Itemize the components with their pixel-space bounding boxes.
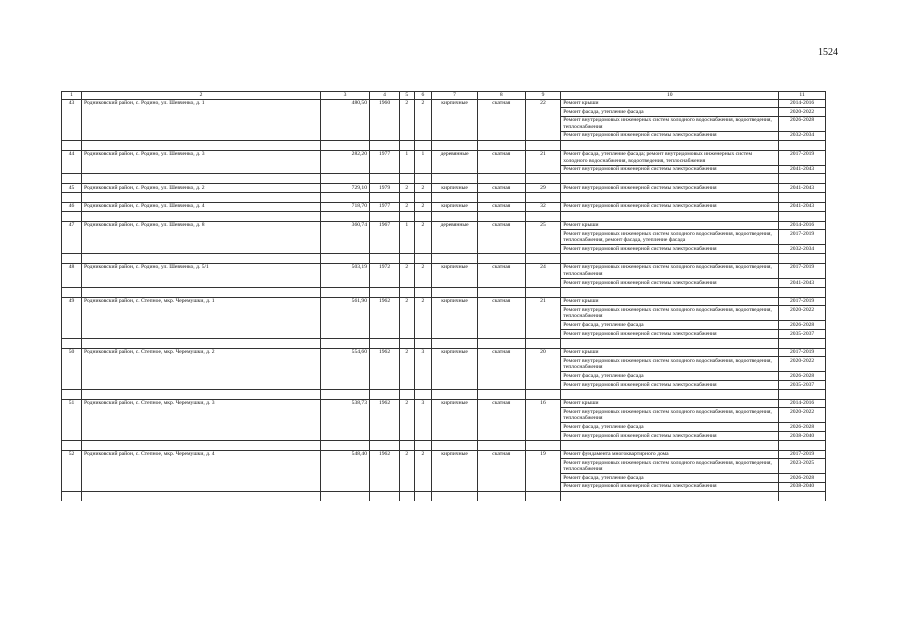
spacer-cell — [370, 491, 400, 501]
entrances-cell: 2 — [414, 99, 432, 140]
spacer-cell — [82, 174, 321, 184]
spacer-cell — [779, 174, 826, 184]
work-type-cell: Ремонт внутридомовой инженерной системы электроснабжения — [561, 245, 779, 254]
spacer-cell — [414, 211, 432, 221]
work-type-cell: Ремонт внутридомовой инженерной системы электроснабжения — [561, 482, 779, 491]
work-type-cell: Ремонт фасада, утепление фасада — [561, 423, 779, 432]
entrances-cell: 2 — [414, 184, 432, 193]
address-cell: Родниковский район, с. Степное, мкр. Черемушки, д. 3 — [82, 399, 321, 440]
row-number: 45 — [62, 184, 82, 193]
spacer-cell — [432, 287, 478, 297]
col-header: 2 — [82, 92, 321, 100]
row-spacer — [62, 140, 826, 150]
spacer-cell — [82, 211, 321, 221]
col-header: 7 — [432, 92, 478, 100]
area-cell: 548,40 — [321, 450, 370, 491]
spacer-cell — [432, 192, 478, 202]
roof-type-cell: скатная — [477, 221, 525, 253]
spacer-cell — [477, 389, 525, 399]
spacer-cell — [62, 192, 82, 202]
spacer-cell — [779, 338, 826, 348]
roof-type-cell: скатная — [477, 202, 525, 211]
spacer-cell — [525, 389, 561, 399]
work-period-cell: 2041-2043 — [779, 184, 826, 193]
work-type-cell: Ремонт крыши — [561, 221, 779, 230]
spacer-cell — [477, 140, 525, 150]
work-period-cell: 2026-2028 — [779, 474, 826, 483]
table-row — [62, 297, 826, 306]
spacer-cell — [321, 389, 370, 399]
work-type-cell: Ремонт фундамента многоквартирного дома — [561, 450, 779, 459]
work-period-cell: 2017-2019 — [779, 150, 826, 165]
spacer-cell — [432, 338, 478, 348]
wall-material-cell: деревянные — [432, 150, 478, 174]
area-cell: 538,73 — [321, 399, 370, 440]
entrances-cell: 2 — [414, 297, 432, 338]
spacer-cell — [561, 140, 779, 150]
spacer-cell — [400, 338, 414, 348]
spacer-cell — [400, 140, 414, 150]
spacer-cell — [561, 440, 779, 450]
work-period-cell: 2032-2034 — [779, 131, 826, 140]
floors-cell: 2 — [400, 263, 414, 287]
work-period-cell: 2038-2040 — [779, 482, 826, 491]
spacer-cell — [62, 211, 82, 221]
spacer-cell — [370, 253, 400, 263]
work-period-cell: 2035-2037 — [779, 330, 826, 339]
work-period-cell: 2017-2019 — [779, 348, 826, 357]
spacer-cell — [62, 389, 82, 399]
row-number: 50 — [62, 348, 82, 389]
area-cell: 561,90 — [321, 297, 370, 338]
table-body — [62, 92, 826, 501]
spacer-cell — [400, 491, 414, 501]
row-number: 47 — [62, 221, 82, 253]
entrances-cell: 2 — [414, 263, 432, 287]
spacer-cell — [62, 253, 82, 263]
work-type-cell: Ремонт крыши — [561, 399, 779, 408]
wall-material-cell: кирпичные — [432, 450, 478, 491]
year-built-cell: 1962 — [370, 450, 400, 491]
table-row — [62, 348, 826, 357]
repair-program-table — [61, 91, 826, 501]
spacer-cell — [432, 174, 478, 184]
spacer-cell — [477, 287, 525, 297]
residents-cell: 22 — [525, 99, 561, 140]
spacer-cell — [321, 287, 370, 297]
spacer-cell — [432, 140, 478, 150]
col-header: 9 — [525, 92, 561, 100]
spacer-cell — [525, 491, 561, 501]
spacer-cell — [414, 140, 432, 150]
spacer-cell — [321, 174, 370, 184]
residents-cell: 21 — [525, 150, 561, 174]
work-period-cell: 2017-2019 — [779, 297, 826, 306]
spacer-cell — [779, 211, 826, 221]
row-spacer — [62, 338, 826, 348]
spacer-cell — [477, 253, 525, 263]
spacer-cell — [525, 440, 561, 450]
spacer-cell — [370, 287, 400, 297]
col-header: 1 — [62, 92, 82, 100]
wall-material-cell: деревянные — [432, 221, 478, 253]
year-built-cell: 1962 — [370, 348, 400, 389]
wall-material-cell: кирпичные — [432, 348, 478, 389]
address-cell: Родниковский район, с. Степное, мкр. Черемушки, д. 1 — [82, 297, 321, 338]
work-type-cell: Ремонт внутридомовых инженерных систем холодного водоснабжения, водоотведения, теплоснабжения — [561, 357, 779, 372]
spacer-cell — [561, 287, 779, 297]
address-cell: Родниковский район, с. Родино, ул. Шевченко, д. 1 — [82, 99, 321, 140]
spacer-cell — [82, 253, 321, 263]
year-built-cell: 1977 — [370, 202, 400, 211]
year-built-cell: 1962 — [370, 399, 400, 440]
work-type-cell: Ремонт внутридомовых инженерных систем холодного водоснабжения, водоотведения, теплоснабжения — [561, 459, 779, 474]
table-row — [62, 221, 826, 230]
table-row — [62, 150, 826, 165]
spacer-cell — [432, 389, 478, 399]
spacer-cell — [321, 192, 370, 202]
spacer-cell — [400, 253, 414, 263]
spacer-cell — [62, 491, 82, 501]
spacer-cell — [432, 253, 478, 263]
floors-cell: 2 — [400, 348, 414, 389]
col-header: 11 — [779, 92, 826, 100]
year-built-cell: 1967 — [370, 221, 400, 253]
spacer-cell — [400, 440, 414, 450]
table-row — [62, 202, 826, 211]
row-spacer — [62, 389, 826, 399]
work-period-cell: 2026-2028 — [779, 116, 826, 131]
year-built-cell: 1960 — [370, 99, 400, 140]
work-period-cell: 2041-2043 — [779, 202, 826, 211]
table-row — [62, 184, 826, 193]
spacer-cell — [82, 338, 321, 348]
floors-cell: 2 — [400, 399, 414, 440]
work-period-cell: 2017-2019 — [779, 230, 826, 245]
spacer-cell — [321, 140, 370, 150]
work-period-cell: 2020-2022 — [779, 408, 826, 423]
wall-material-cell: кирпичные — [432, 184, 478, 193]
area-cell: 360,74 — [321, 221, 370, 253]
work-type-cell: Ремонт внутридомовой инженерной системы электроснабжения — [561, 165, 779, 174]
spacer-cell — [82, 389, 321, 399]
row-number: 48 — [62, 263, 82, 287]
spacer-cell — [400, 287, 414, 297]
spacer-cell — [370, 192, 400, 202]
spacer-cell — [561, 253, 779, 263]
spacer-cell — [779, 140, 826, 150]
spacer-cell — [414, 192, 432, 202]
spacer-cell — [62, 140, 82, 150]
work-type-cell: Ремонт внутридомовой инженерной системы электроснабжения — [561, 131, 779, 140]
area-cell: 554,60 — [321, 348, 370, 389]
table-row — [62, 399, 826, 408]
spacer-cell — [561, 338, 779, 348]
col-header: 5 — [400, 92, 414, 100]
spacer-cell — [82, 192, 321, 202]
spacer-cell — [477, 174, 525, 184]
entrances-cell: 3 — [414, 348, 432, 389]
spacer-cell — [477, 440, 525, 450]
residents-cell: 29 — [525, 184, 561, 193]
spacer-cell — [370, 211, 400, 221]
table-row — [62, 450, 826, 459]
work-type-cell: Ремонт крыши — [561, 99, 779, 108]
col-header: 3 — [321, 92, 370, 100]
row-number: 49 — [62, 297, 82, 338]
residents-cell: 20 — [525, 348, 561, 389]
spacer-cell — [321, 253, 370, 263]
work-period-cell: 2020-2022 — [779, 306, 826, 321]
work-type-cell: Ремонт фасада, утепление фасада — [561, 372, 779, 381]
spacer-cell — [82, 287, 321, 297]
spacer-cell — [414, 287, 432, 297]
spacer-cell — [370, 140, 400, 150]
spacer-cell — [321, 338, 370, 348]
work-type-cell: Ремонт внутридомовой инженерной системы электроснабжения — [561, 202, 779, 211]
work-period-cell: 2041-2043 — [779, 165, 826, 174]
work-type-cell: Ремонт внутридомовых инженерных систем холодного водоснабжения, водоотведения, теплоснабжения — [561, 116, 779, 131]
floors-cell: 1 — [400, 150, 414, 174]
spacer-cell — [414, 174, 432, 184]
table-row — [62, 263, 826, 278]
spacer-cell — [432, 440, 478, 450]
spacer-cell — [414, 440, 432, 450]
work-period-cell: 2026-2028 — [779, 321, 826, 330]
roof-type-cell: скатная — [477, 184, 525, 193]
address-cell: Родниковский район, с. Родино, ул. Шевченко, д. 5/1 — [82, 263, 321, 287]
floors-cell: 2 — [400, 450, 414, 491]
residents-cell: 19 — [525, 450, 561, 491]
row-spacer — [62, 491, 826, 501]
area-cell: 503,19 — [321, 263, 370, 287]
work-period-cell: 2032-2034 — [779, 245, 826, 254]
spacer-cell — [525, 338, 561, 348]
floors-cell: 2 — [400, 99, 414, 140]
row-spacer — [62, 287, 826, 297]
spacer-cell — [525, 174, 561, 184]
work-type-cell: Ремонт крыши — [561, 348, 779, 357]
year-built-cell: 1962 — [370, 297, 400, 338]
spacer-cell — [400, 389, 414, 399]
spacer-cell — [321, 211, 370, 221]
residents-cell: 21 — [525, 297, 561, 338]
entrances-cell: 2 — [414, 202, 432, 211]
work-period-cell: 2020-2022 — [779, 357, 826, 372]
spacer-cell — [370, 338, 400, 348]
work-period-cell: 2020-2022 — [779, 108, 826, 117]
spacer-cell — [414, 491, 432, 501]
wall-material-cell: кирпичные — [432, 202, 478, 211]
row-number: 46 — [62, 202, 82, 211]
spacer-cell — [414, 338, 432, 348]
floors-cell: 2 — [400, 202, 414, 211]
spacer-cell — [561, 174, 779, 184]
work-type-cell: Ремонт внутридомовых инженерных систем холодного водоснабжения, водоотведения, теплоснабжения — [561, 306, 779, 321]
work-type-cell: Ремонт внутридомовых инженерных систем холодного водоснабжения, водоотведения, теплоснабжения, ремонт фасада, утепление фасада — [561, 230, 779, 245]
spacer-cell — [414, 253, 432, 263]
work-period-cell: 2023-2025 — [779, 459, 826, 474]
row-number: 44 — [62, 150, 82, 174]
work-period-cell: 2035-2037 — [779, 381, 826, 390]
work-period-cell: 2014-2016 — [779, 221, 826, 230]
roof-type-cell: скатная — [477, 150, 525, 174]
spacer-cell — [321, 491, 370, 501]
work-type-cell: Ремонт внутридомовой инженерной системы электроснабжения — [561, 381, 779, 390]
spacer-cell — [400, 211, 414, 221]
year-built-cell: 1972 — [370, 263, 400, 287]
spacer-cell — [321, 440, 370, 450]
spacer-cell — [477, 211, 525, 221]
work-type-cell: Ремонт фасада, утепление фасада — [561, 321, 779, 330]
work-type-cell: Ремонт фасада, утепление фасада — [561, 474, 779, 483]
wall-material-cell: кирпичные — [432, 263, 478, 287]
spacer-cell — [62, 338, 82, 348]
work-type-cell: Ремонт внутридомовой инженерной системы электроснабжения — [561, 432, 779, 441]
year-built-cell: 1977 — [370, 150, 400, 174]
roof-type-cell: скатная — [477, 263, 525, 287]
spacer-cell — [561, 192, 779, 202]
spacer-cell — [779, 192, 826, 202]
row-number: 52 — [62, 450, 82, 491]
spacer-cell — [779, 491, 826, 501]
work-type-cell: Ремонт внутридомовых инженерных систем холодного водоснабжения, водоотведения, теплоснабжения — [561, 408, 779, 423]
address-cell: Родниковский район, с. Родино, ул. Шевченко, д. 2 — [82, 184, 321, 193]
address-cell: Родниковский район, с. Степное, мкр. Черемушки, д. 4 — [82, 450, 321, 491]
area-cell: 480,50 — [321, 99, 370, 140]
spacer-cell — [779, 389, 826, 399]
work-type-cell: Ремонт крыши — [561, 297, 779, 306]
column-number-row — [62, 92, 826, 100]
entrances-cell: 2 — [414, 450, 432, 491]
spacer-cell — [370, 389, 400, 399]
spacer-cell — [477, 192, 525, 202]
spacer-cell — [82, 491, 321, 501]
address-cell: Родниковский район, с. Родино, ул. Шевченко, д. 3 — [82, 150, 321, 174]
floors-cell: 2 — [400, 297, 414, 338]
spacer-cell — [525, 192, 561, 202]
work-period-cell: 2014-2016 — [779, 99, 826, 108]
spacer-cell — [477, 491, 525, 501]
col-header: 10 — [561, 92, 779, 100]
row-number: 43 — [62, 99, 82, 140]
row-spacer — [62, 440, 826, 450]
spacer-cell — [525, 287, 561, 297]
spacer-cell — [561, 389, 779, 399]
floors-cell: 2 — [400, 184, 414, 193]
entrances-cell: 1 — [414, 150, 432, 174]
spacer-cell — [62, 440, 82, 450]
roof-type-cell: скатная — [477, 297, 525, 338]
residents-cell: 24 — [525, 263, 561, 287]
wall-material-cell: кирпичные — [432, 399, 478, 440]
spacer-cell — [779, 253, 826, 263]
spacer-cell — [432, 211, 478, 221]
year-built-cell: 1979 — [370, 184, 400, 193]
address-cell: Родниковский район, с. Родино, ул. Шевченко, д. 8 — [82, 221, 321, 253]
wall-material-cell: кирпичные — [432, 297, 478, 338]
col-header: 6 — [414, 92, 432, 100]
spacer-cell — [477, 338, 525, 348]
spacer-cell — [525, 253, 561, 263]
work-type-cell: Ремонт внутридомовой инженерной системы электроснабжения — [561, 184, 779, 193]
wall-material-cell: кирпичные — [432, 99, 478, 140]
spacer-cell — [400, 174, 414, 184]
row-spacer — [62, 174, 826, 184]
row-spacer — [62, 253, 826, 263]
floors-cell: 1 — [400, 221, 414, 253]
spacer-cell — [82, 440, 321, 450]
work-period-cell: 2038-2040 — [779, 432, 826, 441]
residents-cell: 32 — [525, 202, 561, 211]
table-row — [62, 99, 826, 108]
spacer-cell — [561, 491, 779, 501]
spacer-cell — [370, 174, 400, 184]
work-period-cell: 2026-2028 — [779, 372, 826, 381]
row-number: 51 — [62, 399, 82, 440]
area-cell: 718,70 — [321, 202, 370, 211]
spacer-cell — [525, 211, 561, 221]
residents-cell: 25 — [525, 221, 561, 253]
col-header: 8 — [477, 92, 525, 100]
spacer-cell — [779, 287, 826, 297]
roof-type-cell: скатная — [477, 99, 525, 140]
work-type-cell: Ремонт внутридомовой инженерной системы электроснабжения — [561, 330, 779, 339]
row-spacer — [62, 192, 826, 202]
work-period-cell: 2026-2028 — [779, 423, 826, 432]
work-period-cell: 2041-2043 — [779, 279, 826, 288]
work-period-cell: 2017-2019 — [779, 263, 826, 278]
col-header: 4 — [370, 92, 400, 100]
spacer-cell — [400, 192, 414, 202]
residents-cell: 16 — [525, 399, 561, 440]
roof-type-cell: скатная — [477, 450, 525, 491]
work-type-cell: Ремонт внутридомовой инженерной системы электроснабжения — [561, 279, 779, 288]
entrances-cell: 3 — [414, 399, 432, 440]
spacer-cell — [779, 440, 826, 450]
spacer-cell — [370, 440, 400, 450]
work-type-cell: Ремонт фасада, утепление фасада; ремонт внутридомовых инженерных систем холодного водоснабжения, водоотведения, теплоснабжения — [561, 150, 779, 165]
work-period-cell: 2014-2016 — [779, 399, 826, 408]
entrances-cell: 2 — [414, 221, 432, 253]
roof-type-cell: скатная — [477, 399, 525, 440]
row-spacer — [62, 211, 826, 221]
work-period-cell: 2017-2019 — [779, 450, 826, 459]
area-cell: 282,20 — [321, 150, 370, 174]
spacer-cell — [82, 140, 321, 150]
roof-type-cell: скатная — [477, 348, 525, 389]
area-cell: 729,10 — [321, 184, 370, 193]
page-number: 1524 — [818, 47, 838, 58]
spacer-cell — [525, 140, 561, 150]
spacer-cell — [432, 491, 478, 501]
address-cell: Родниковский район, с. Родино, ул. Шевченко, д. 4 — [82, 202, 321, 211]
spacer-cell — [62, 174, 82, 184]
address-cell: Родниковский район, с. Степное, мкр. Черемушки, д. 2 — [82, 348, 321, 389]
spacer-cell — [414, 389, 432, 399]
work-type-cell: Ремонт внутридомовых инженерных систем холодного водоснабжения, водоотведения, теплоснабжения — [561, 263, 779, 278]
work-type-cell: Ремонт фасада, утепление фасада — [561, 108, 779, 117]
spacer-cell — [561, 211, 779, 221]
spacer-cell — [62, 287, 82, 297]
